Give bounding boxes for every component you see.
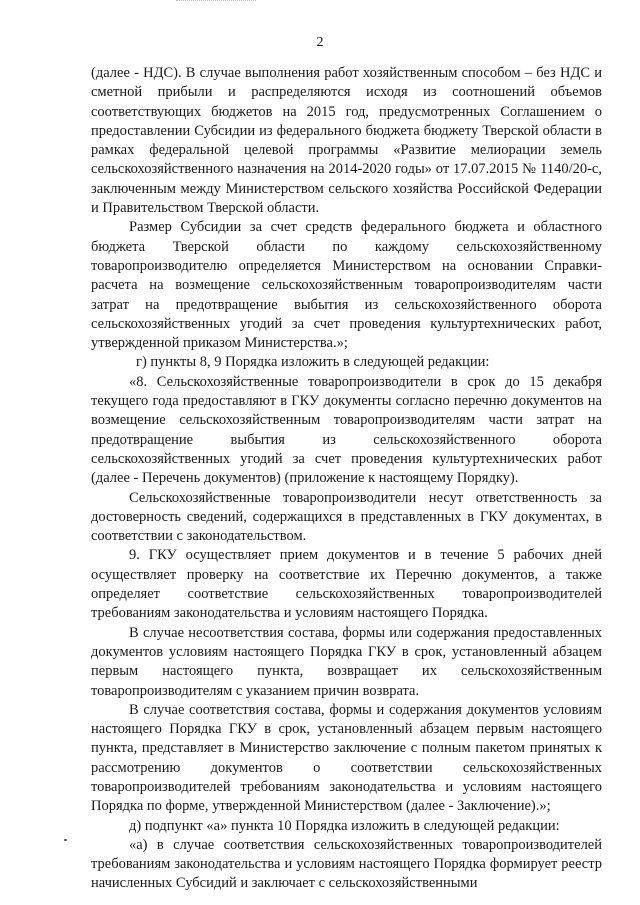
paragraph-clause-8: «8. Сельскохозяйственные товаропроизводители в срок до 15 декабря текущего года предоставляют в ГКУ документы согласно перечню документов на возмещение сельскохозяйственным товаропроизводителям части затрат на предотвращение выбытия из сельскохозяйственного оборота сельскохозяйственных угодий за счет проведения культуртехнических работ (далее - Перечень документов) (приложение к настоящему Порядку). — [91, 373, 602, 487]
paragraph-subsidy-amount: Размер Субсидии за счет средств федерального бюджета и областного бюджета Тверской области по каждому сельскохозяйственному товаропроизводителю определяется Министерством на основании Справки-расчета на возмещение сельскохозяйственным товаропроизводителям части затрат на предотвращение выбытия из сельскохозяйственного оборота сельскохозяйственных угодий за счет проведения культуртехнических работ, утвержденной приказом Министерства.»; — [91, 219, 602, 352]
scan-speck — [64, 839, 67, 841]
paragraph-vat-allocation: (далее - НДС). В случае выполнения работ хозяйственным способом – без НДС и сметной прибыли и распределяются исходя из соотношений объемов соответствующих бюджетов на 2015 год, предусмотренных Соглашением о предоставлении Субсидии из федерального бюджета бюджету Тверской области в рамках федеральной целевой программы «Развитие мелиорации земель сельскохозяйственного назначения на 2014-2020 годы» от 17.07.2015 № 1140/20-с, заключенным между Министерством сельского хозяйства Российской Федерации и Правительством Тверской области. — [91, 65, 602, 217]
document-body — [91, 64, 602, 894]
paragraph-subclause-a: «а) в случае соответствия сельскохозяйственных товаропроизводителей требованиям законодательства и условиям настоящего Порядка формирует реестр начисленных Субсидий и заключает с сельскохозяйственными — [91, 836, 602, 892]
paragraph-responsibility: Сельскохозяйственные товаропроизводители несут ответственность за достоверность сведений, содержащихся в представленных в ГКУ документах, в соответствии с законодательством. — [91, 489, 602, 545]
paragraph-amendment-d: д) подпункт «а» пункта 10 Порядка изложить в следующей редакции: — [129, 817, 560, 834]
paragraph-amendment-g: г) пункты 8, 9 Порядка изложить в следующей редакции: — [136, 354, 490, 371]
paragraph-clause-9: 9. ГКУ осуществляет прием документов и в течение 5 рабочих дней осуществляет проверку на соответствие их Перечню документов, а также определяет соответствие сельскохозяйственных товаропроизводителей требованиям законодательства и условиям настоящего Порядка. — [91, 547, 602, 622]
paragraph-nonconformity: В случае несоответствия состава, формы или содержания предоставленных документов условиям настоящего Порядка ГКУ в срок, установленный абзацем первым настоящего пункта, возвращает их сельскохозяйственным товаропроизводителям с указанием причин возврата. — [91, 624, 602, 699]
top-scan-line — [176, 0, 256, 1]
paragraph-conformity: В случае соответствия состава, формы и содержания документов условиям настоящего Порядка ГКУ в срок, установленный абзацем первым настоящего пункта, представляет в Министерство заключение с полным пакетом принятых к рассмотрению документов о соответствии сельскохозяйственных товаропроизводителей требованиям законодательства и условиям настоящего Порядка по форме, утвержденной Министерством (далее - Заключение).»; — [91, 701, 602, 815]
page-number: 2 — [316, 35, 324, 50]
